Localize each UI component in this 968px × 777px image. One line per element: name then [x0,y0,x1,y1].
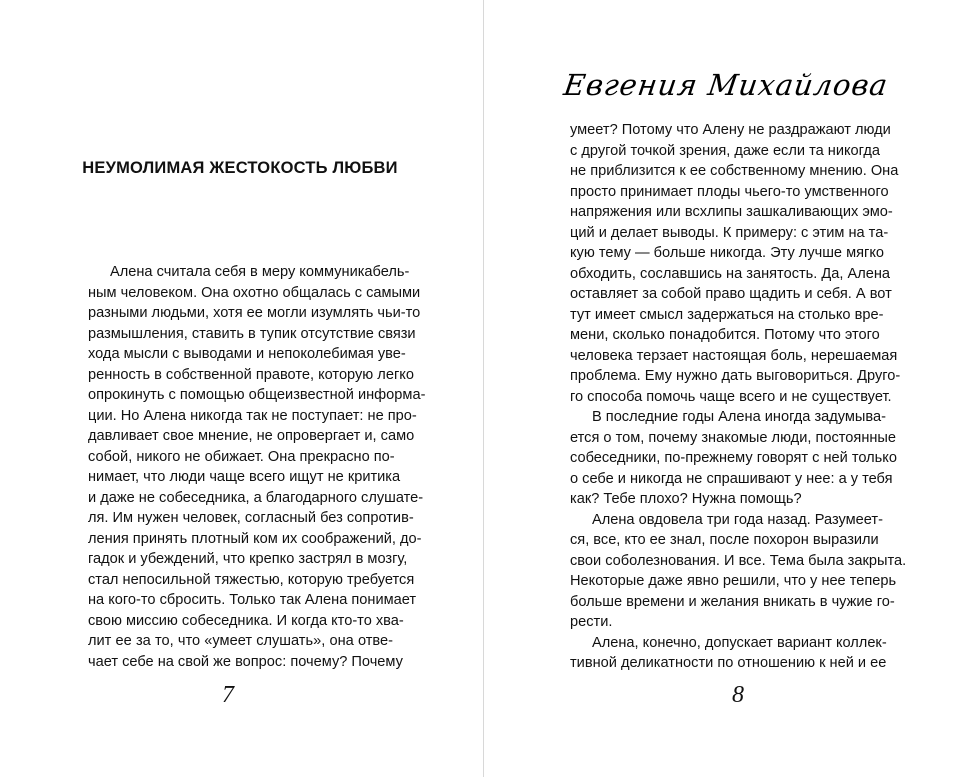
text-line: лит ее за то, что «умеет слушать», она отве- [88,633,393,649]
text-line: стал непосильной тяжестью, которую требуется [88,571,415,588]
text-line: ным человеком. Она охотно общалась с самыми [88,284,421,301]
text-line: напряжения или всхлипы зашкаливающих эмо- [570,204,893,220]
text-line: тивной деликатности по отношению к ней и ее [570,655,887,671]
text-line: умеет? Потому что Алену не раздражают люди [570,122,891,138]
text-line: мени, сколько понадобится. Потому что этого [570,327,880,343]
text-line: ется о том, почему знакомые люди, постоянные [570,429,897,446]
text-line: не приблизится к ее собственному мнению. Она [570,163,899,179]
left-page-body [88,262,426,672]
text-line: с другой точкой зрения, даже если та никогда [570,142,880,159]
page-number-right: 8 [732,682,744,708]
text-line: ции. Но Алена никогда так не поступает: не про- [88,407,417,424]
text-line: свою миссию собеседника. И когда кто-то хва- [88,612,404,629]
text-line: Алена овдовела три года назад. Разумеет- [592,511,883,528]
page-number-left: 7 [222,682,234,708]
text-line: разными людьми, хотя ее могли изумлять чьи-то [88,305,421,321]
text-line: Алена считала себя в меру коммуникабель- [110,264,410,280]
text-line: давливает свое мнение, не опровергает и, само [88,428,415,444]
text-line: Алена, конечно, допускает вариант коллек- [592,634,887,651]
text-line: В последние годы Алена иногда задумыва- [592,409,886,425]
text-line: гадок и убеждений, что крепко застрял в мозгу, [88,551,408,567]
left-page [0,0,483,777]
text-line: просто принимает плоды чьего-то умственного [570,183,889,200]
text-line: больше времени и желания вникать в чужие го- [570,593,895,610]
text-line: ся, все, кто ее знал, после похорон выразили [570,532,879,548]
text-line: рести. [570,614,613,630]
text-line: опрокинуть с помощью общеизвестной информа- [88,387,426,403]
text-line: как? Тебе плохо? Нужна помощь? [570,491,802,507]
text-line: ций и делает выводы. К примеру: с этим на та- [570,224,889,241]
text-line: свои соболезнования. И все. Тема была закрыта. [570,552,907,569]
text-line: проблема. Ему нужно дать выговориться. Друго- [570,368,901,384]
right-page [484,0,968,777]
chapter-title: НЕУМОЛИМАЯ ЖЕСТОКОСТЬ ЛЮБВИ [82,159,398,177]
text-line: хода мысли с выводами и непоколебимая уве- [88,346,406,362]
text-line: нимает, что люди чаще всего ищут не критика [88,469,401,485]
text-line: ля. Им нужен человек, согласный без сопротив- [88,510,414,526]
author-signature: Евгения Михайлова [561,68,891,102]
text-line: ления принять плотный ком их соображений, до- [88,530,422,547]
text-line: ренность в собственной правоте, которую легко [88,366,414,383]
text-line: человека терзает настоящая боль, нерешаемая [570,347,898,364]
text-line: на кого-то сбросить. Только так Алена понимает [88,592,417,608]
text-line: го способа помочь чаще всего и не существует. [570,388,892,405]
text-line: обходить, сославшись на занятость. Да, Алена [570,265,891,282]
text-line: тут имеет смысл задержаться на столько вре- [570,306,884,323]
text-line: размышления, ставить в тупик отсутствие связи [88,325,416,342]
text-line: чает себе на свой же вопрос: почему? Почему [88,653,403,670]
right-page-body [570,120,907,674]
text-line: о себе и никогда не спрашивают у нее: а у тебя [570,470,893,487]
text-line: оставляет за собой право щадить и себя. А вот [570,286,892,302]
text-line: и даже не собеседника, а благодарного слушате- [88,489,424,506]
text-line: собеседники, по-прежнему говорят с ней только [570,450,897,466]
text-line: кую тему — больше никогда. Эту лучше мягко [570,245,885,261]
text-line: Некоторые даже явно решили, что у нее теперь [570,573,897,589]
text-line: собой, никого не обижает. Она прекрасно по- [88,448,395,465]
